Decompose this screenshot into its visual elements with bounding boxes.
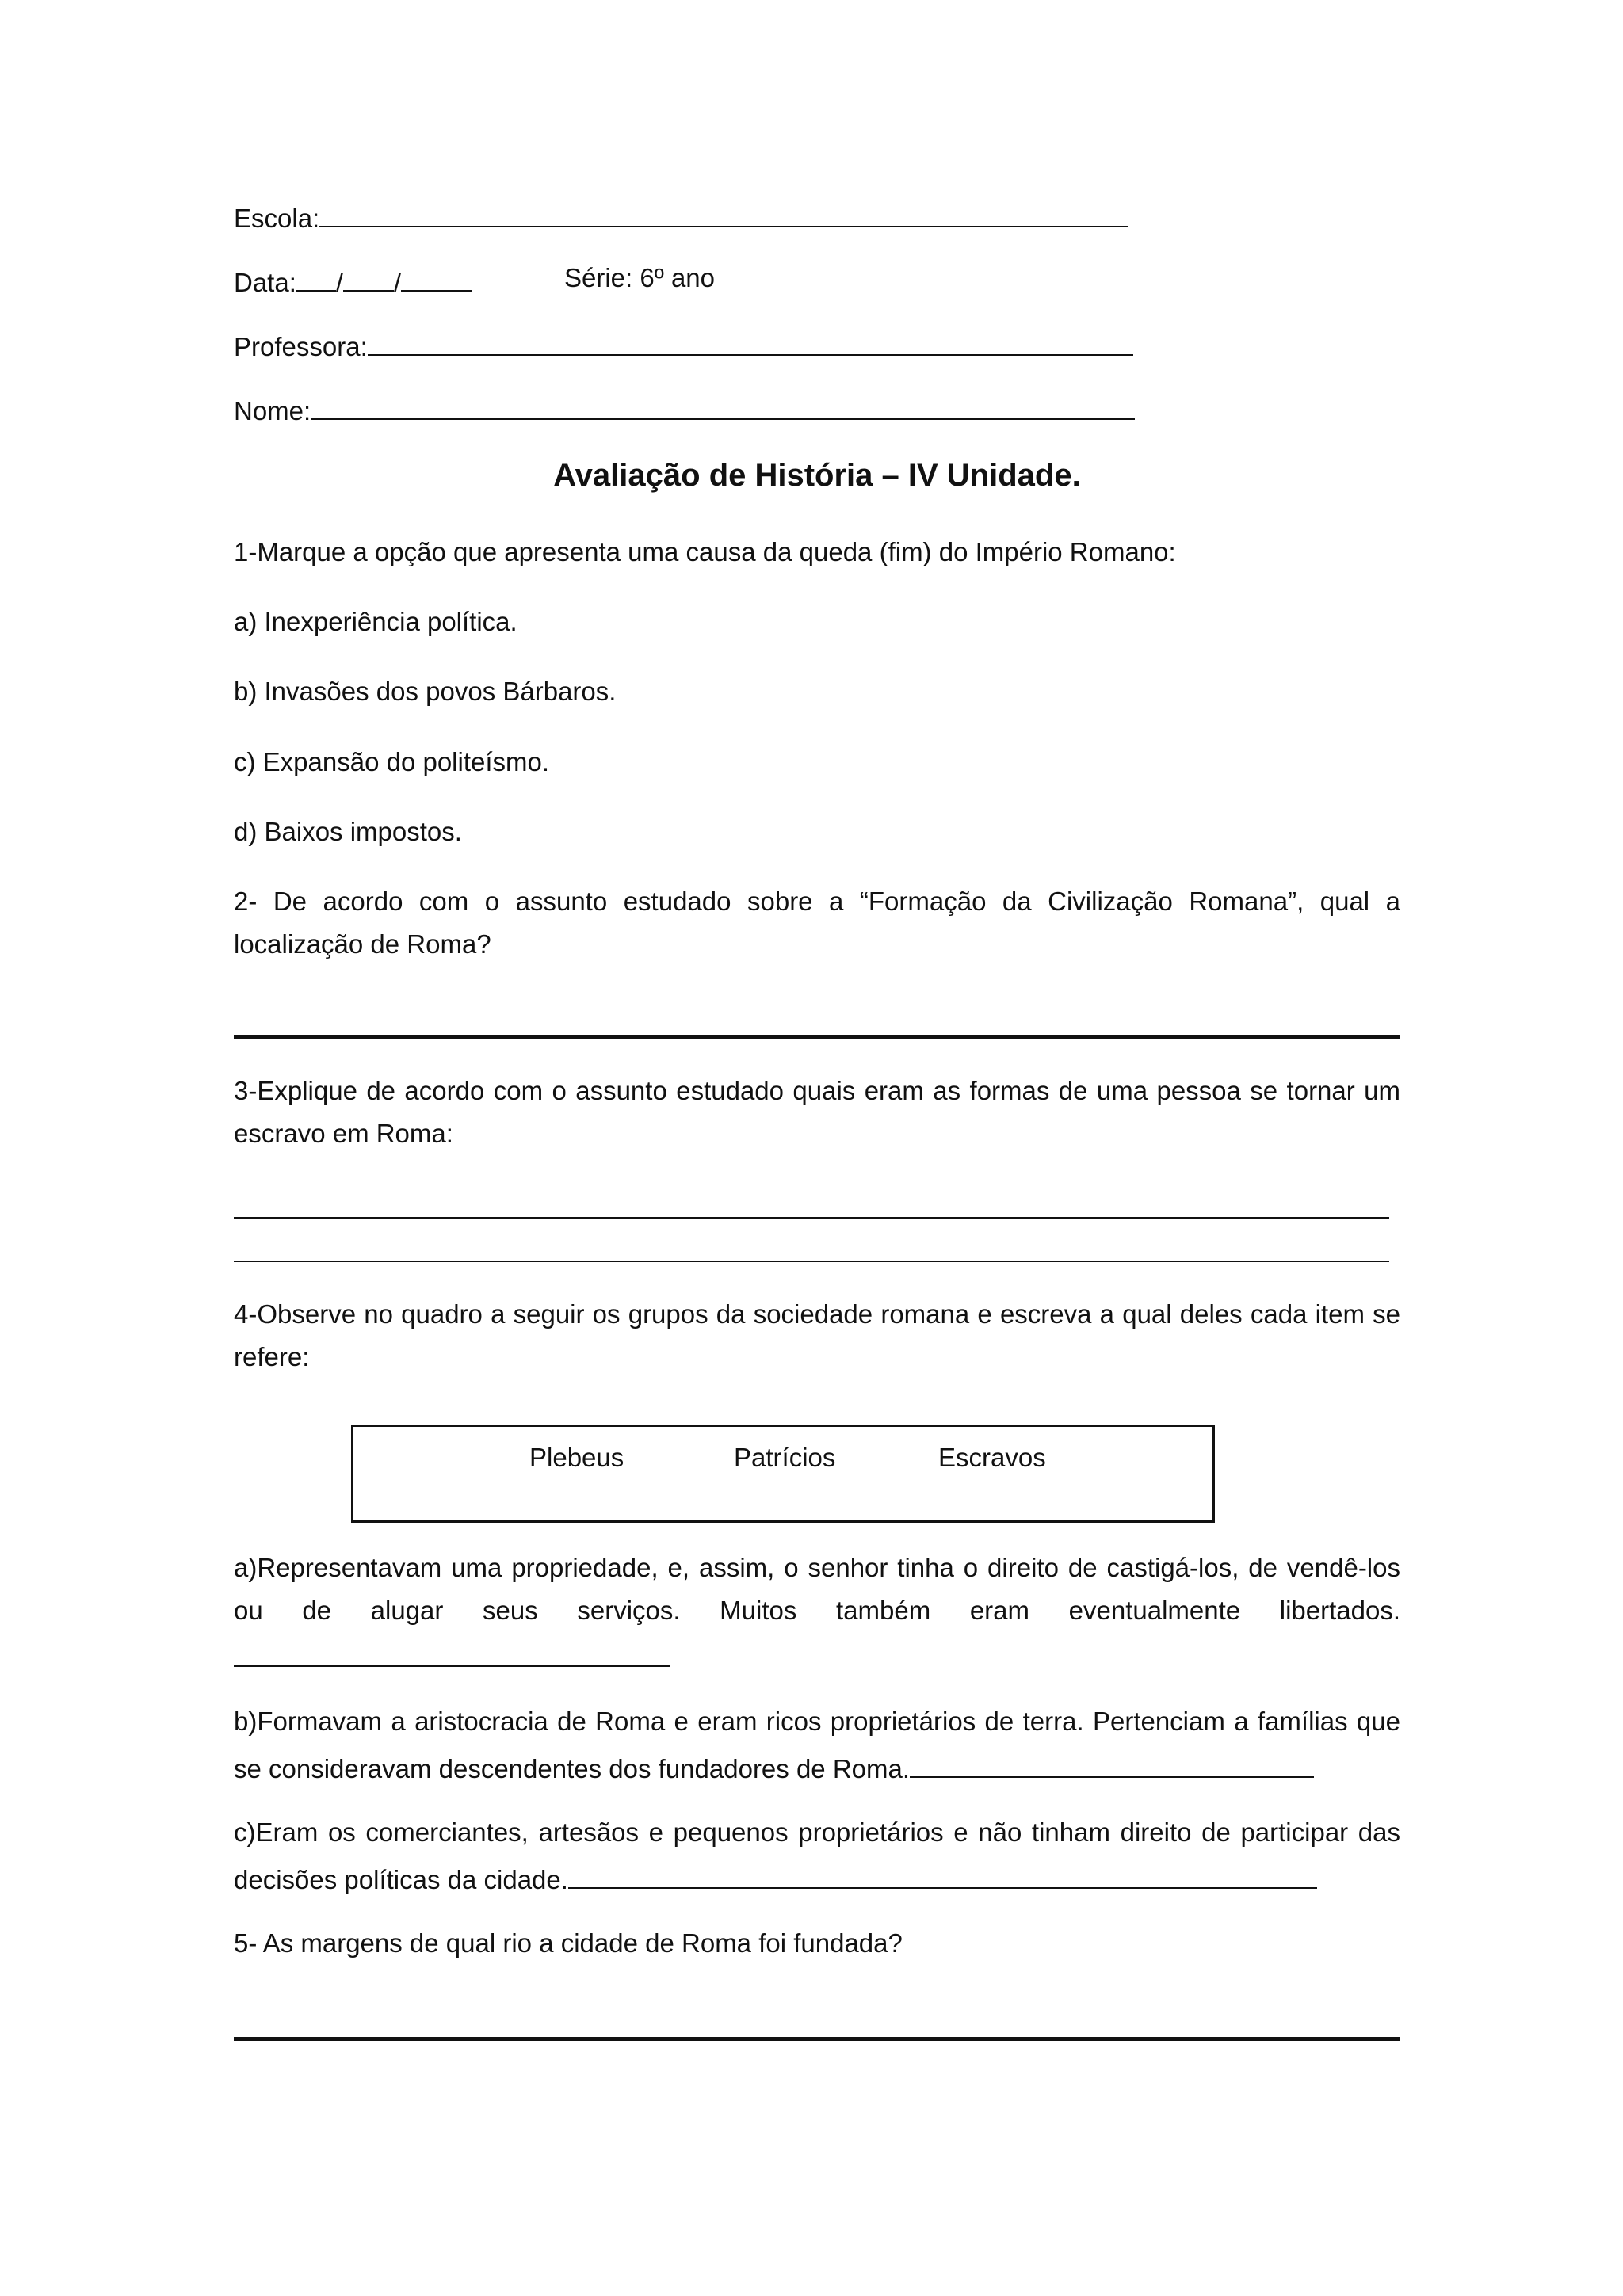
teacher-label: Professora:	[234, 332, 368, 361]
q4-item-c-answer-line[interactable]	[568, 1854, 1317, 1889]
groups-box	[351, 1425, 1215, 1523]
question-1: 1-Marque a opção que apresenta uma causa da queda (fim) do Império Romano:	[234, 537, 1176, 566]
q4-item-a	[234, 1547, 1400, 1680]
date-separator: /	[335, 268, 344, 297]
teacher-field	[234, 321, 1133, 368]
teacher-input-line[interactable]	[368, 321, 1133, 356]
question-3: 3-Explique de acordo com o assunto estudado quais eram as formas de uma pessoa se tornar um escravo em Roma:	[234, 1076, 1400, 1148]
q5-answer-line[interactable]	[234, 2037, 1400, 2041]
q4-item-c-text: c)Eram os comerciantes, artesãos e pequenos proprietários e não tinham direito de participar das decisões políticas da cidade.	[234, 1817, 1400, 1894]
group-patricios: Patrícios	[734, 1443, 836, 1472]
date-year-line[interactable]	[401, 257, 472, 292]
q3-answer-line-2[interactable]	[234, 1261, 1389, 1262]
date-label: Data:	[234, 268, 296, 297]
group-plebeus: Plebeus	[529, 1443, 624, 1472]
q2-answer-line[interactable]	[234, 1035, 1400, 1039]
school-label: Escola:	[234, 204, 320, 233]
group-escravos: Escravos	[938, 1443, 1046, 1472]
date-field	[234, 257, 472, 304]
school-field	[234, 193, 1128, 240]
q4-item-b-text: b)Formavam a aristocracia de Roma e eram ricos proprietários de terra. Pertenciam a famílias que se consideravam descendentes dos fundadores de Roma.	[234, 1707, 1400, 1783]
exam-title: Avaliação de História – IV Unidade.	[553, 458, 1081, 493]
name-label: Nome:	[234, 396, 311, 425]
q4-item-a-text: a)Representavam uma propriedade, e, assim, o senhor tinha o direito de castigá-los, de vendê-los ou de alugar seus serviços. Muitos também eram eventualmente libertados.	[234, 1553, 1400, 1625]
question-2: 2- De acordo com o assunto estudado sobre a “Formação da Civilização Romana”, qual a localização de Roma?	[234, 887, 1400, 959]
school-input-line[interactable]	[319, 193, 1128, 227]
q4-item-b-answer-line[interactable]	[910, 1743, 1314, 1778]
q1-option-c[interactable]: c) Expansão do politeísmo.	[234, 747, 550, 776]
grade-label: Série: 6º ano	[564, 263, 716, 292]
date-month-line[interactable]	[343, 257, 394, 292]
question-5: 5- As margens de qual rio a cidade de Roma foi fundada?	[234, 1928, 903, 1958]
date-day-line[interactable]	[296, 257, 336, 292]
q1-option-a[interactable]: a) Inexperiência política.	[234, 607, 517, 636]
name-field	[234, 385, 1135, 433]
q4-item-c	[234, 1811, 1400, 1901]
q4-item-b	[234, 1700, 1400, 1791]
q4-item-a-answer-line[interactable]	[234, 1632, 670, 1667]
q1-option-b[interactable]: b) Invasões dos povos Bárbaros.	[234, 677, 617, 706]
q1-option-d[interactable]: d) Baixos impostos.	[234, 817, 462, 846]
question-4: 4-Observe no quadro a seguir os grupos da sociedade romana e escreva a qual deles cada item se refere:	[234, 1299, 1400, 1371]
date-separator: /	[394, 268, 402, 297]
name-input-line[interactable]	[311, 385, 1135, 420]
q3-answer-line-1[interactable]	[234, 1217, 1389, 1219]
